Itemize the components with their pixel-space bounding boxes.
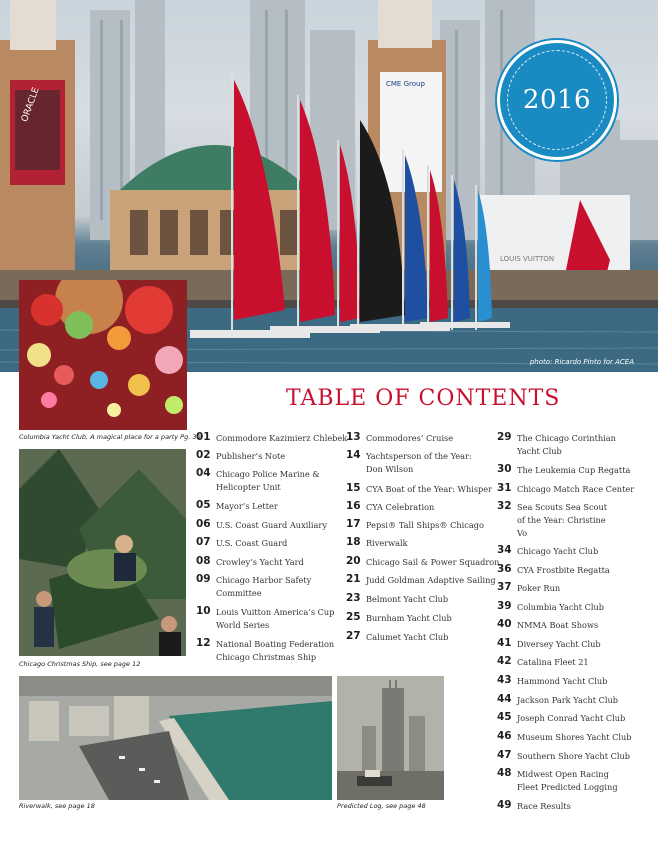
page-number: 43	[497, 674, 512, 686]
page-number: 37	[497, 581, 512, 593]
entry-label: U.S. Coast Guard Auxiliary	[216, 520, 327, 530]
page-number: 04	[196, 467, 211, 479]
page-number: 42	[497, 655, 512, 667]
page-number: 17	[346, 518, 361, 530]
predicted-log-photo	[337, 676, 444, 800]
toc-title: TABLE OF CONTENTS	[286, 386, 561, 411]
entry-label: Chicago Police Marine & Helicopter Unit	[216, 469, 320, 492]
entry-label: Mayor’s Letter	[216, 501, 278, 511]
entry-label: Chicago Sail & Power Squadron	[366, 557, 500, 567]
page-number: 25	[346, 611, 361, 623]
entry-label: The Chicago Corinthian Yacht Club	[517, 433, 616, 456]
year-badge	[497, 40, 617, 160]
caption-predicted-log: Predicted Log, see page 48	[337, 802, 426, 810]
entry-label: Yachtsperson of the Year: Don Wilson	[366, 451, 472, 474]
predicted-log-scene	[337, 676, 444, 800]
page-number: 16	[346, 500, 361, 512]
page-number: 30	[497, 463, 512, 475]
page-number: 36	[497, 563, 512, 575]
entry-label: Calumet Yacht Club	[366, 632, 449, 642]
page-number: 14	[346, 449, 361, 461]
entry-label: The Leukemia Cup Regatta	[517, 465, 631, 475]
entry-label: National Boating Federation Chicago Christmas Ship	[216, 639, 335, 662]
page-number: 09	[196, 573, 211, 585]
page-number: 41	[497, 637, 512, 649]
page-number: 27	[346, 630, 361, 642]
entry-label: Belmont Yacht Club	[366, 594, 449, 604]
page-number: 01	[196, 431, 211, 443]
entry-label: Chicago Yacht Club	[517, 546, 599, 556]
page-number: 20	[346, 555, 361, 567]
entry-label: CYA Celebration	[366, 502, 435, 512]
entry-label: Commodore Kazimierz Chlebek	[216, 433, 348, 443]
page-number: 32	[497, 500, 512, 512]
cme-sign: CME Group	[386, 80, 425, 88]
page-number: 47	[497, 749, 512, 761]
page-number: 23	[346, 592, 361, 604]
page-number: 31	[497, 482, 512, 494]
page-number: 06	[196, 518, 211, 530]
entry-label: Riverwalk	[366, 538, 408, 548]
page-number: 05	[196, 499, 211, 511]
page-number: 13	[346, 431, 361, 443]
entry-label: Chicago Match Race Center	[517, 484, 635, 494]
christmas-ship-photo	[19, 449, 186, 656]
page-number: 02	[196, 449, 211, 461]
page-number: 29	[497, 431, 512, 443]
riverwalk-photo	[19, 676, 332, 800]
page-number: 40	[497, 618, 512, 630]
page-number: 34	[497, 544, 512, 556]
entry-label: Diversey Yacht Club	[517, 639, 601, 649]
entry-label: U.S. Coast Guard	[216, 538, 288, 548]
caption-riverwalk: Riverwalk, see page 18	[19, 802, 95, 810]
photo-credit: photo: Ricardo Pinto for ACEA	[529, 358, 634, 366]
entry-label: Publisher’s Note	[216, 451, 286, 461]
page-number: 44	[497, 693, 512, 705]
entry-label: Poker Run	[517, 583, 561, 593]
entry-label: Jackson Park Yacht Club	[517, 695, 619, 705]
entry-label: Crowley’s Yacht Yard	[216, 557, 304, 567]
page-number: 10	[196, 605, 211, 617]
entry-label: Judd Goldman Adaptive Sailing	[366, 575, 496, 585]
entry-label: Hammond Yacht Club	[517, 676, 608, 686]
entry-label: Race Results	[517, 801, 571, 811]
page-number: 48	[497, 767, 512, 779]
page-number: 45	[497, 711, 512, 723]
lv-sign: LOUIS VUITTON	[500, 255, 555, 263]
oracle-sign: ORACLE	[20, 86, 42, 124]
lanterns-photo	[19, 280, 187, 430]
entry-label: CYA Frostbite Regatta	[517, 565, 610, 575]
entry-label: Sea Scouts Sea Scout of the Year: Christine Vo	[517, 502, 608, 538]
page-number: 08	[196, 555, 211, 567]
page-number: 12	[196, 637, 211, 649]
lanterns-scene	[19, 280, 187, 430]
entry-label: Midwest Open Racing Fleet Predicted Logging	[517, 769, 618, 792]
entry-label: Pepsi® Tall Ships® Chicago	[366, 520, 484, 530]
entry-label: Louis Vuitton America’s Cup World Series	[216, 607, 335, 630]
entry-label: Southern Shore Yacht Club	[517, 751, 630, 761]
badge-year: 2016	[522, 85, 592, 115]
entry-label: Joseph Conrad Yacht Club	[517, 713, 626, 723]
page-number: 18	[346, 536, 361, 548]
page-number: 07	[196, 536, 211, 548]
entry-label: Commodores’ Cruise	[366, 433, 454, 443]
entry-label: Museum Shores Yacht Club	[517, 732, 632, 742]
entry-label: NMMA Boat Shows	[517, 620, 599, 630]
caption-christmas-ship: Chicago Christmas Ship, see page 12	[19, 660, 141, 668]
page-number: 49	[497, 799, 512, 811]
entry-label: CYA Boat of the Year: Whisper	[366, 484, 493, 494]
caption-lanterns: Columbia Yacht Club, A magical place for a party Pg. 30	[19, 433, 201, 441]
page-number: 21	[346, 573, 361, 585]
entry-label: Chicago Harbor Safety Committee	[216, 575, 312, 598]
page-number: 46	[497, 730, 512, 742]
entry-label: Catalina Fleet 21	[517, 657, 589, 667]
riverwalk-scene	[19, 676, 332, 800]
entry-label: Burnham Yacht Club	[366, 613, 452, 623]
entry-label: Columbia Yacht Club	[517, 602, 604, 612]
christmas-scene	[19, 449, 186, 656]
page-number: 15	[346, 482, 361, 494]
page-number: 39	[497, 600, 512, 612]
